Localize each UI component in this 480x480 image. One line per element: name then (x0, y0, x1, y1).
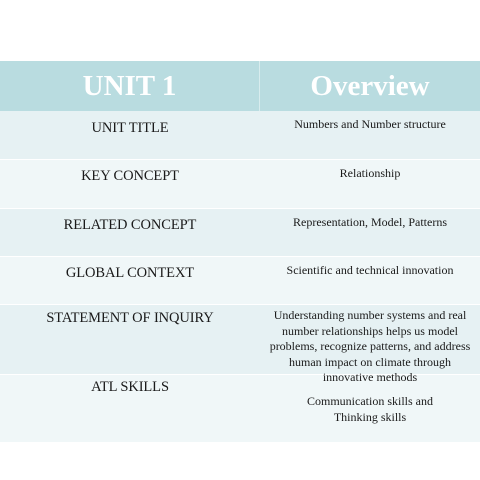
row-label-atl-skills: ATL SKILLS (91, 379, 169, 395)
row-value-related-concept: Representation, Model, Patterns (293, 215, 447, 229)
row-label-related-concept: RELATED CONCEPT (63, 217, 197, 233)
row-label-statement-of-inquiry: STATEMENT OF INQUIRY (46, 310, 214, 326)
row-value-statement-of-inquiry: Understanding number systems and real number relationships helps us model problems, recognize patterns, and address human impact on climate through (269, 308, 471, 369)
header-unit-cell: UNIT 1 (0, 61, 260, 111)
table-row (0, 160, 480, 209)
row-value-key-concept: Relationship (339, 166, 401, 180)
row-label-unit-title: UNIT TITLE (91, 120, 169, 136)
row-label-key-concept: KEY CONCEPT (81, 168, 179, 184)
table-header-row (0, 61, 480, 111)
row-value-atl-skills (260, 375, 480, 442)
table-row (0, 375, 480, 443)
table-row (0, 305, 480, 375)
row-label-global-context: GLOBAL CONTEXT (65, 265, 195, 281)
header-overview-cell: Overview (310, 69, 430, 102)
table-row (0, 257, 480, 305)
atl-skill-thinking: Thinking skills (333, 409, 407, 424)
atl-skill-communication: Communication skills and (307, 394, 433, 408)
row-value-unit-title: Numbers and Number structure (294, 117, 446, 131)
unit-overview-table (0, 61, 480, 443)
row-value-global-context: Scientific and technical innovation (286, 263, 454, 277)
table-row (0, 209, 480, 257)
table-row (0, 111, 480, 160)
